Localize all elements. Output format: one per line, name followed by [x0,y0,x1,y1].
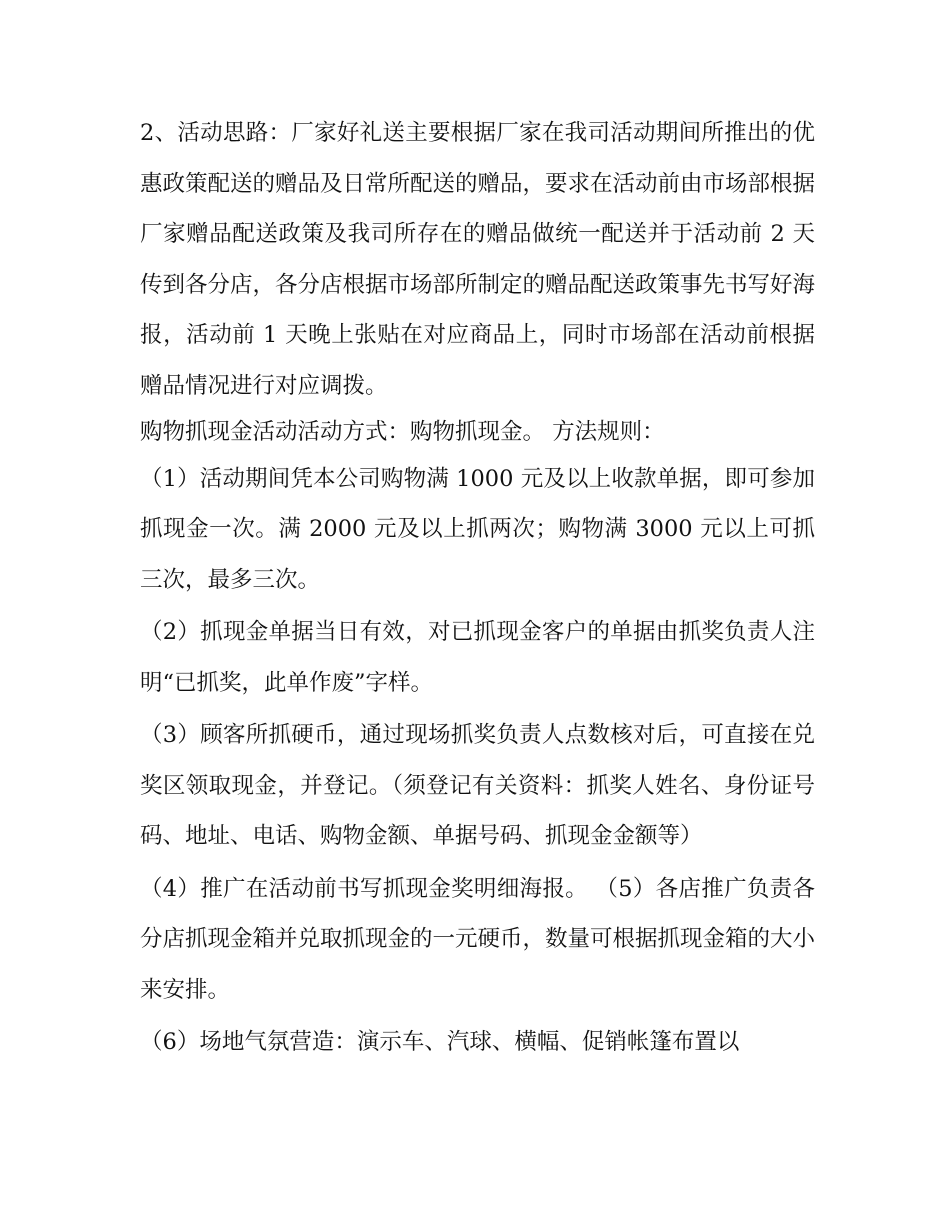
paragraph-activity-idea: 2、活动思路：厂家好礼送主要根据厂家在我司活动期间所推出的优惠政策配送的赠品及日常所配送的赠品，要求在活动前由市场部根据厂家赠品配送政策及我司所存在的赠品做统一配送并于活动前 2 天传到各分店，各分店根据市场部所制定的赠品配送政策事先书写好海报，活动前 1 天晚上张贴在对应商品上，同时市场部在活动前根据赠品情况进行对应调拨。 [140,120,816,399]
paragraph-rule-2: （2）抓现金单据当日有效，对已抓现金客户的单据由抓奖负责人注明“已抓奖，此单作废”字样。 [140,619,815,696]
document-body [140,108,815,1068]
paragraph-cash-grab-intro: 购物抓现金活动活动方式：购物抓现金。 方法规则： [140,419,665,445]
paragraph-rule-6: （6）场地气氛营造：演示车、汽球、横幅、促销帐篷布置以 [140,1029,740,1055]
paragraph-rule-1: （1）活动期间凭本公司购物满 1000 元及以上收款单据，即可参加抓现金一次。满 2000 元及以上抓两次；购物满 3000 元以上可抓三次，最多三次。 [140,465,815,593]
paragraph-rule-4-5: （4）推广在活动前书写抓现金奖明细海报。 （5）各店推广负责各分店抓现金箱并兑取抓现金的一元硬币，数量可根据抓现金箱的大小来安排。 [140,875,816,1003]
paragraph-rule-3: （3）顾客所抓硬币，通过现场抓奖负责人点数核对后，可直接在兑奖区领取现金，并登记。（须登记有关资料：抓奖人姓名、身份证号码、地址、电话、购物金额、单据号码、抓现金金额等） [140,722,815,849]
